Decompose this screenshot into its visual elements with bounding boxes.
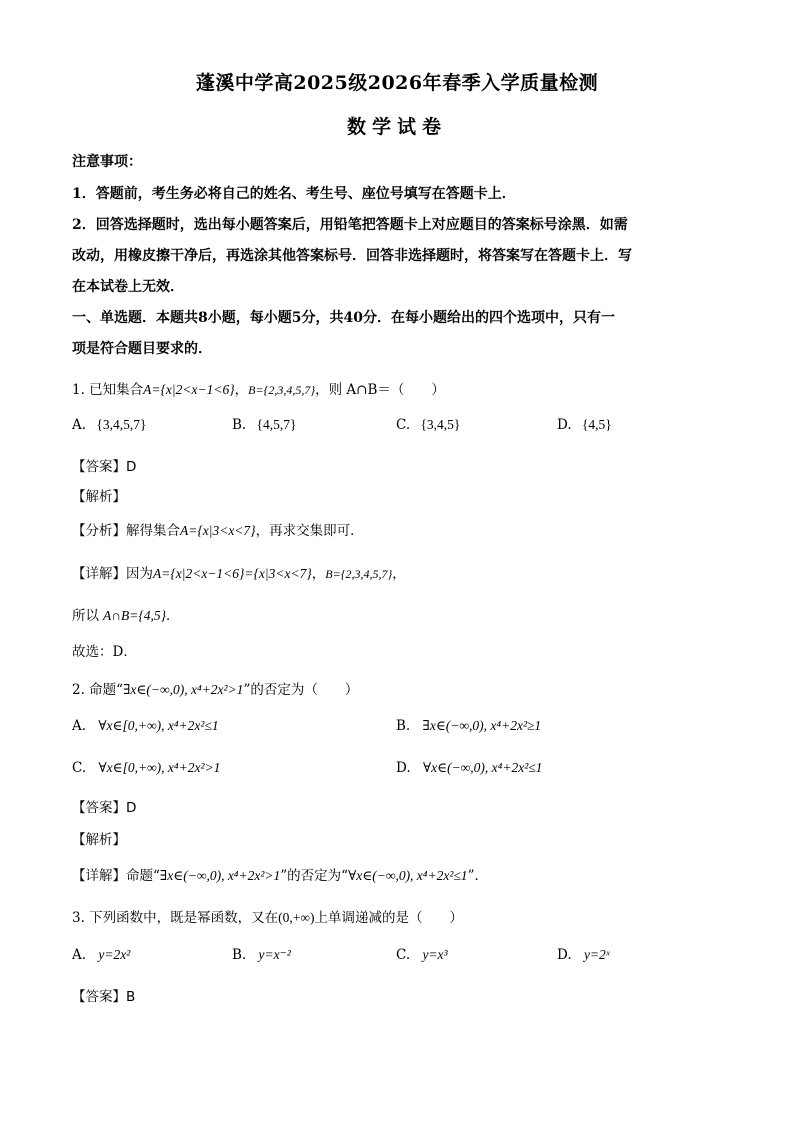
q2-option-c-label: C. [72, 760, 87, 776]
q2-option-d-label: D. [396, 760, 411, 776]
q2-answer [72, 796, 136, 816]
q1-result-math: A∩B={4,5} [103, 608, 167, 623]
q1-choose: 故选：D． [72, 644, 137, 660]
q1-answer [72, 455, 136, 475]
q3-option-c-value: y=x³ [422, 947, 448, 962]
q2-option-c-value: ∀x∈[0,+∞), x⁴+2x²>1 [98, 760, 221, 775]
q2-detail [72, 864, 488, 884]
q2-stem [72, 678, 358, 698]
q3-option-c [396, 947, 448, 963]
q1-option-b-label: B. [232, 417, 247, 433]
q1-fenxi-tag: 【分析】 [72, 523, 126, 539]
section-1-line-1: 一、单选题．本题共8小题，每小题5分，共40分．在每小题给出的四个选项中，只有一 [72, 310, 615, 326]
q1-option-b-value: {4,5,7} [256, 417, 297, 432]
q2-answer-tag: 【答案】 [72, 800, 126, 816]
q1-stem-suffix: ，则 A∩B＝（ ） [315, 382, 445, 398]
q1-fenxi [72, 519, 364, 539]
q1-sep: ， [234, 382, 249, 398]
q3-stem-math: (0,+∞) [278, 910, 315, 925]
q1-option-d-value: {4,5} [581, 417, 612, 432]
q3-option-a-label: A. [72, 947, 87, 963]
q3-option-b-value: y=x⁻² [258, 947, 291, 962]
q1-result-text: 所以 [72, 608, 99, 624]
q1-answer-tag: 【答案】 [72, 459, 126, 475]
q1-detail-sep: ， [311, 566, 326, 582]
q1-result [72, 604, 180, 624]
q1-option-a-label: A. [72, 417, 87, 433]
q1-detail-end: ， [392, 566, 406, 582]
q2-option-b-value: ∃x∈(−∞,0), x⁴+2x²≥1 [422, 718, 542, 733]
q2-option-a [72, 718, 219, 734]
q2-option-a-value: ∀x∈[0,+∞), x⁴+2x²≤1 [98, 718, 219, 733]
q2-option-b-label: B. [396, 718, 411, 734]
q2-stem-math: ∃x∈(−∞,0), x⁴+2x²>1 [123, 682, 244, 697]
q1-fenxi-math: A={x|3<x<7} [180, 523, 256, 538]
q3-answer-value: B [126, 989, 136, 1005]
q2-option-b [396, 718, 541, 734]
q3-answer [72, 985, 135, 1005]
q3-option-d-label: D. [557, 947, 572, 963]
q2-detail-text-2: ”的否定为“ [280, 868, 349, 884]
q1-option-d [557, 417, 612, 433]
q1-stem-prefix: 1. 已知集合 [72, 382, 144, 398]
q2-detail-math-1: ∃x∈(−∞,0), x⁴+2x²>1 [159, 868, 281, 883]
q3-option-d-value: y=2ˣ [583, 947, 610, 962]
q3-stem-prefix: 3. 下列函数中，既是幂函数，又在 [72, 910, 279, 926]
q2-stem-suffix: ”的否定为（ ） [243, 682, 359, 698]
notice-heading: 注意事项： [72, 154, 142, 170]
q2-detail-math-2: ∀x∈(−∞,0), x⁴+2x²≤1 [348, 868, 468, 883]
notice-item-2-line-1: 2．回答选择题时，选出每小题答案后，用铅笔把答题卡上对应题目的答案标号涂黑．如需 [72, 217, 628, 233]
q1-option-c-label: C. [396, 417, 411, 433]
q1-option-c [396, 417, 460, 433]
q3-stem-suffix: 上单调递减的是（ ） [314, 910, 464, 926]
q1-option-a [72, 417, 146, 433]
q1-set-b: B={2,3,4,5,7} [248, 383, 316, 397]
q1-stem [72, 378, 445, 398]
q2-option-c [72, 760, 220, 776]
q3-option-c-label: C. [396, 947, 411, 963]
section-1-line-2: 项是符合题目要求的． [72, 341, 212, 357]
q1-detail-tag: 【详解】 [72, 566, 126, 582]
q1-option-a-value: {3,4,5,7} [96, 417, 147, 432]
q2-answer-value: D [126, 800, 137, 816]
exam-subtitle: 数学试卷 [346, 116, 447, 138]
q1-analysis-tag: 【解析】 [72, 489, 126, 505]
notice-item-2-line-3: 在本试卷上无效． [72, 279, 184, 295]
q1-result-end: ． [166, 608, 180, 624]
q1-answer-value: D [126, 459, 137, 475]
q2-option-d-value: ∀x∈(−∞,0), x⁴+2x²≤1 [422, 760, 543, 775]
q2-option-d [396, 760, 542, 776]
q1-detail-text-1: 因为 [126, 566, 153, 582]
exam-title: 蓬溪中学高2025级2026年春季入学质量检测 [195, 72, 599, 94]
notice-item-2-line-2: 改动，用橡皮擦干净后，再选涂其他答案标号．回答非选择题时，将答案写在答题卡上．写 [72, 248, 632, 264]
q2-stem-prefix: 2. 命题“ [72, 682, 124, 698]
q1-fenxi-text-2: ，再求交集即可． [255, 523, 364, 539]
q1-option-b [232, 417, 296, 433]
q2-detail-text-1: 命题“ [126, 868, 160, 884]
q3-option-b [232, 947, 291, 963]
q3-option-a [72, 947, 130, 963]
q3-option-b-label: B. [232, 947, 247, 963]
q1-option-d-label: D. [557, 417, 572, 433]
q2-detail-text-3: ”． [467, 868, 488, 884]
q1-fenxi-text-1: 解得集合 [126, 523, 180, 539]
q1-detail-math: A={x|2<x−1<6}={x|3<x<7} [153, 566, 312, 581]
q3-stem [72, 906, 463, 926]
q3-option-a-value: y=2x² [98, 947, 131, 962]
q2-option-a-label: A. [72, 718, 87, 734]
q3-option-d [557, 947, 610, 963]
q1-option-c-value: {3,4,5} [420, 417, 461, 432]
q2-analysis-tag: 【解析】 [72, 832, 126, 848]
notice-item-1: 1．答题前，考生务必将自己的姓名、考生号、座位号填写在答题卡上． [72, 186, 516, 202]
q1-detail-math-2: B={2,3,4,5,7} [325, 567, 393, 581]
q1-set-a: A={x|2<x−1<6} [143, 382, 235, 397]
q2-detail-tag: 【详解】 [72, 868, 126, 884]
q3-answer-tag: 【答案】 [72, 989, 126, 1005]
q1-detail [72, 562, 406, 582]
